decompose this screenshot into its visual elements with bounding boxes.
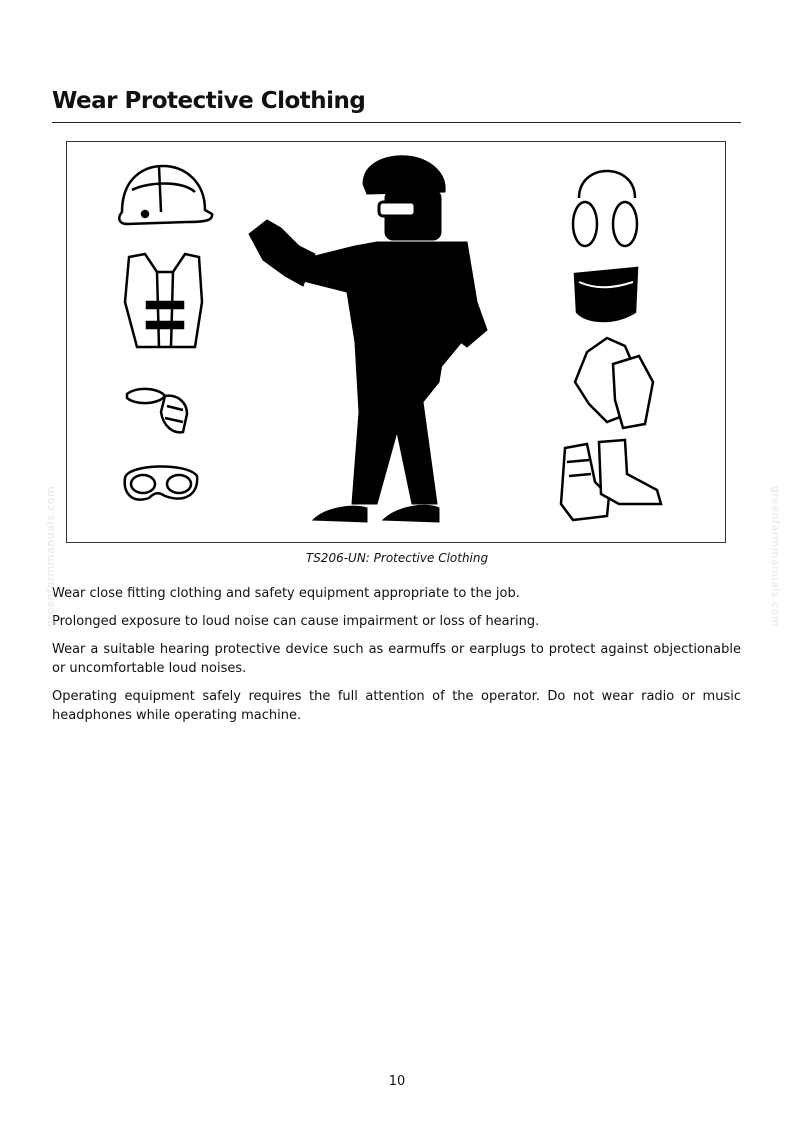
worker-silhouette-icon xyxy=(249,156,487,522)
earplugs-icon xyxy=(127,389,187,432)
protective-clothing-figure xyxy=(66,141,726,543)
paragraph-noise-warning: Prolonged exposure to loud noise can cause impairment or loss of hearing. xyxy=(52,614,540,629)
paragraph-hearing-protection: Wear a suitable hearing protective device such as earmuffs or earplugs to protect against objectionable or uncomfortable loud noises. xyxy=(52,642,741,676)
earmuffs-icon xyxy=(573,171,637,246)
title-divider xyxy=(52,122,741,123)
paragraph-clothing: Wear close fitting clothing and safety equipment appropriate to the job. xyxy=(52,586,520,601)
hard-hat-icon xyxy=(119,166,212,224)
safety-goggles-icon xyxy=(125,466,198,499)
page-title: Wear Protective Clothing xyxy=(52,88,366,114)
watermark-left: greenfarmmanuals.com xyxy=(44,485,58,628)
gloves-icon xyxy=(575,338,653,428)
paragraph-operator-attention: Operating equipment safely requires the full attention of the operator. Do not wear radio or music headphones while operating machine. xyxy=(52,689,741,723)
safety-vest-icon xyxy=(125,254,202,347)
watermark-right: greenfarmmanuals.com xyxy=(769,485,783,628)
page-number: 10 xyxy=(388,1074,406,1089)
safety-boots-icon xyxy=(561,440,661,520)
face-shield-icon xyxy=(575,268,637,321)
figure-artwork xyxy=(67,142,727,544)
figure-caption: TS206-UN: Protective Clothing xyxy=(305,551,489,565)
